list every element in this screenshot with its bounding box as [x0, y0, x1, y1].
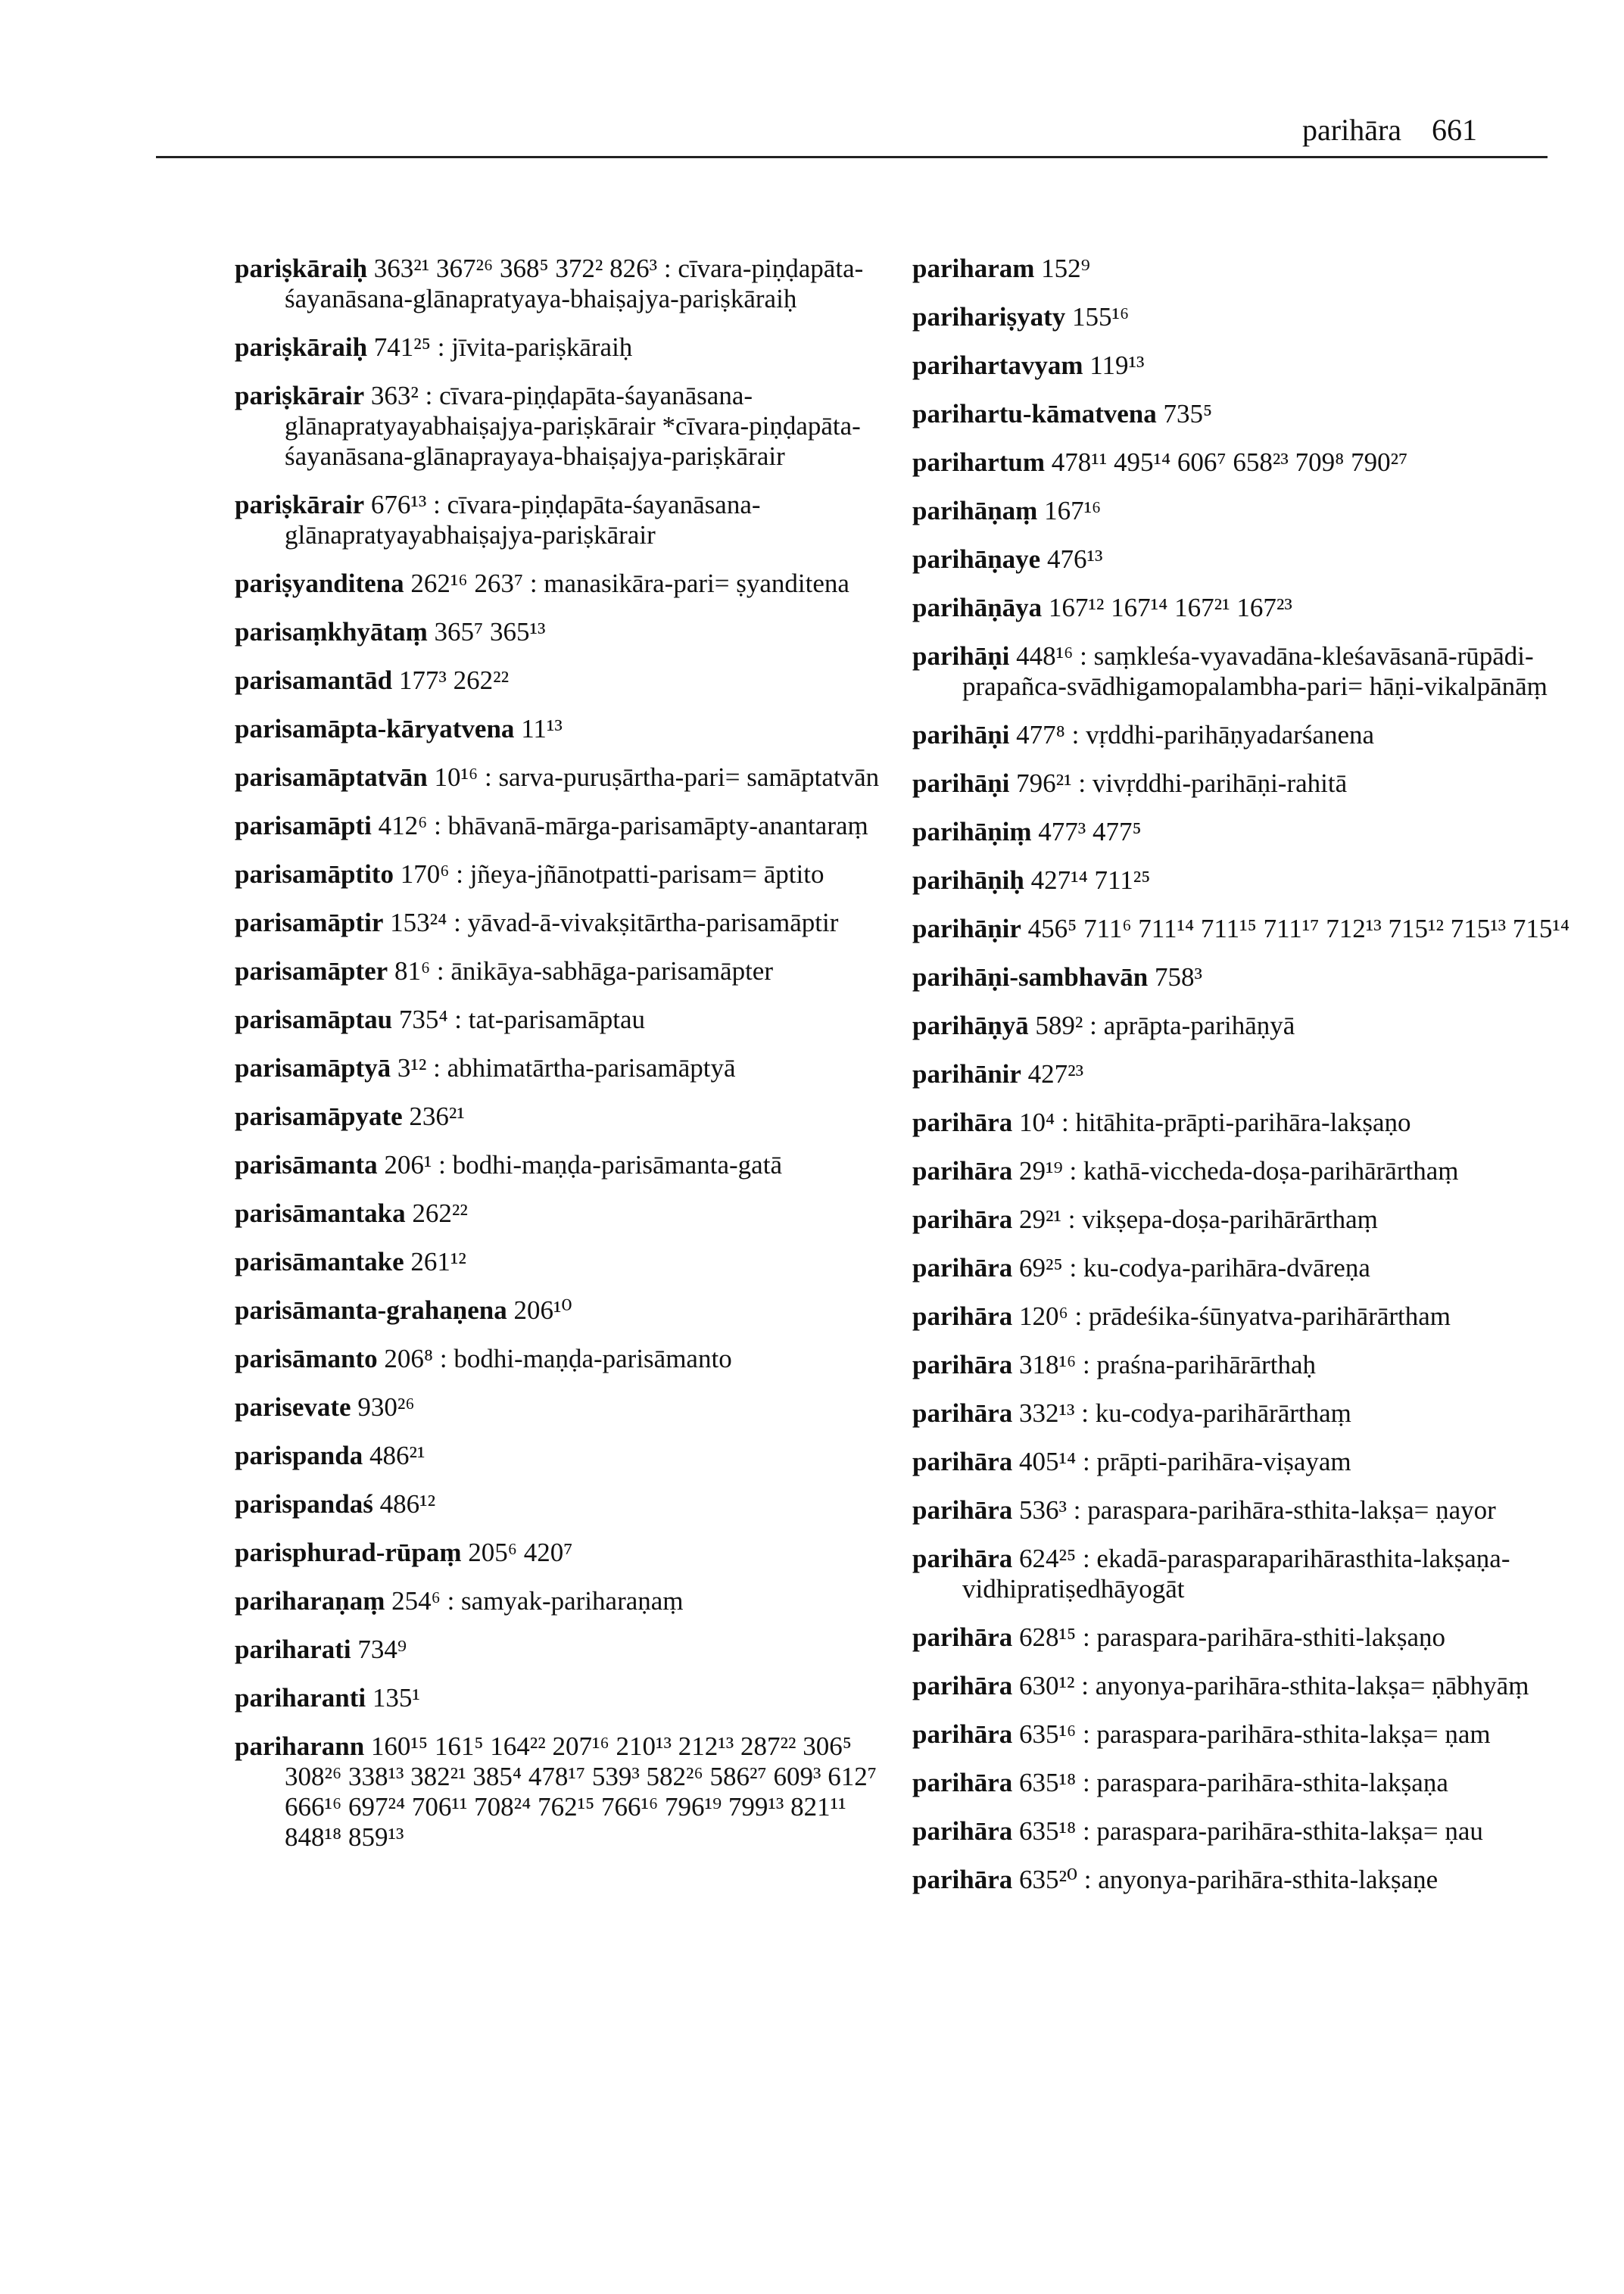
running-head-word: parihāra — [1302, 113, 1402, 147]
entry-references: 486²¹ — [369, 1441, 425, 1470]
index-entry: parihāra 635¹⁸ : paraspara-parihāra-sthita-lakṣaṇa — [912, 1768, 1448, 1797]
entry-references: 405¹⁴ — [1018, 1447, 1077, 1476]
index-entry: parihāra 29¹⁹ : kathā-viccheda-doṣa-parihārārthaṃ — [912, 1156, 1459, 1186]
index-entry — [912, 399, 1579, 429]
entry-gloss: cīvara-piṇḍapāta-śayanāsana-glānapratyayabhaiṣajya-pariṣkārair *cīvara-piṇḍapāta-śayanāsana-glānaprayaya-bhaiṣajya-pariṣkārair — [285, 381, 861, 471]
entry-headword: parihāra — [912, 1205, 1013, 1234]
index-entry — [235, 1247, 901, 1277]
entry-gloss: paraspara-parihāra-sthita-lakṣa= ṇayor — [1087, 1495, 1496, 1525]
entry-gloss: paraspara-parihāra-sthiti-lakṣaṇo — [1096, 1622, 1446, 1652]
entry-references: 262¹⁶ 263⁷ — [410, 569, 524, 598]
index-entry: pariṣyanditena 262¹⁶ 263⁷ : manasikāra-pari= ṣyanditena — [235, 569, 849, 598]
entry-headword: parihāra — [912, 1350, 1013, 1379]
index-entry: parisamāptir 153²⁴ : yāvad-ā-vivakṣitārtha-parisamāptir — [235, 908, 839, 937]
index-entry: parisamāpti 412⁶ : bhāvanā-mārga-parisamāpty-anantaraṃ — [235, 811, 868, 840]
entry-headword: parihāṇāya — [912, 593, 1043, 622]
entry-headword: parisamāptito — [235, 859, 394, 889]
index-entry — [912, 817, 1579, 847]
entry-references: 477⁸ — [1016, 720, 1065, 750]
entry-headword: parihāra — [912, 1622, 1013, 1652]
entry-references: 734⁹ — [357, 1635, 407, 1664]
entry-headword: parihāra — [912, 1253, 1013, 1283]
entry-references: 486¹² — [379, 1489, 436, 1519]
entry-references: 363² — [370, 381, 419, 410]
entry-references: 536³ — [1018, 1495, 1067, 1525]
entry-references: 930²⁶ — [357, 1392, 415, 1422]
entry-references: 160¹⁵ 161⁵ 164²² 207¹⁶ 210¹³ 212¹³ 287²² 306⁵ 308²⁶ 338¹³ 382²¹ 385⁴ 478¹⁷ 539³ 582²⁶ 586²⁷ 609³ 612⁷ 666¹⁶ 697²⁴ 706¹¹ 708²⁴ 762¹⁵ 766¹⁶ 796¹⁹ 799¹³ 821¹¹ 848¹⁸ 859¹³ — [285, 1731, 877, 1852]
entry-headword: parihāra — [912, 1108, 1013, 1137]
entry-headword: pariṣkāraiḥ — [235, 254, 368, 283]
entry-gloss: samyak-pariharaṇaṃ — [461, 1586, 684, 1616]
entry-headword: parihāṇiṃ — [912, 817, 1032, 846]
entry-headword: parisāmanta-grahaṇena — [235, 1295, 507, 1325]
entry-gloss: ku-codya-parihāra-dvāreṇa — [1083, 1253, 1370, 1283]
entry-references: 635¹⁸ — [1018, 1816, 1077, 1846]
entry-headword: parisāmanta — [235, 1150, 378, 1180]
index-entry: parihāṇyā 589² : aprāpta-parihāṇyā — [912, 1011, 1295, 1040]
entry-headword: parihāra — [912, 1768, 1013, 1797]
index-entry — [912, 865, 1579, 896]
index-entry: parihāra 332¹³ : ku-codya-parihārārthaṃ — [912, 1398, 1351, 1428]
entry-headword: parihānir — [912, 1059, 1021, 1089]
entry-headword: pariharam — [912, 254, 1035, 283]
index-entry — [235, 1198, 901, 1229]
entry-headword: parihāṇi — [912, 768, 1010, 798]
entry-headword: parispandaś — [235, 1489, 373, 1519]
entry-headword: parihāṇyā — [912, 1011, 1029, 1040]
index-entry — [235, 1635, 901, 1665]
index-entry — [235, 1102, 901, 1132]
entry-references: 155¹⁶ — [1071, 302, 1130, 332]
entry-headword: parihāṇi — [912, 641, 1010, 671]
index-entry — [912, 447, 1579, 478]
entry-headword: parisāmanto — [235, 1344, 378, 1373]
entry-references: 11¹³ — [521, 714, 563, 743]
entry-references: 741²⁵ — [373, 332, 431, 362]
index-entry: parihāra 69²⁵ : ku-codya-parihāra-dvāreṇa — [912, 1253, 1370, 1283]
entry-references: 412⁶ — [378, 811, 428, 840]
entry-headword: parisamāptatvān — [235, 762, 428, 792]
entry-references: 365⁷ 365¹³ — [434, 617, 546, 647]
index-entry — [235, 1441, 901, 1471]
index-entry: parisamāptau 735⁴ : tat-parisamāptau — [235, 1005, 646, 1034]
entry-headword: pariharati — [235, 1635, 351, 1664]
entry-headword: parisamāptyā — [235, 1053, 391, 1083]
index-entry — [912, 962, 1579, 993]
entry-gloss: jīvita-pariṣkāraiḥ — [451, 332, 633, 362]
entry-references: 10¹⁶ — [434, 762, 478, 792]
index-entry: pariṣkārair 676¹³ : cīvara-piṇḍapāta-śayanāsana-glānapratyayabhaiṣajya-pariṣkārair — [235, 490, 761, 550]
entry-gloss: vikṣepa-doṣa-parihārārthaṃ — [1082, 1205, 1378, 1234]
entry-references: 167¹² 167¹⁴ 167²¹ 167²³ — [1048, 593, 1292, 622]
entry-headword: parihartum — [912, 447, 1045, 477]
entry-references: 676¹³ — [370, 490, 427, 519]
index-entry: parihāra 120⁶ : prādeśika-śūnyatva-parihārārtham — [912, 1301, 1451, 1331]
entry-references: 796²¹ — [1016, 768, 1072, 798]
entry-references: 624²⁵ — [1018, 1544, 1077, 1573]
index-entry: parihāra 635¹⁸ : paraspara-parihāra-sthita-lakṣa= ṇau — [912, 1816, 1483, 1846]
entry-gloss: jñeya-jñānotpatti-parisam= āptito — [469, 859, 824, 889]
entry-references: 206⁸ — [384, 1344, 434, 1373]
entry-references: 332¹³ — [1018, 1398, 1075, 1428]
entry-gloss: abhimatārtha-parisamāptyā — [447, 1053, 736, 1083]
entry-headword: parihāra — [912, 1544, 1013, 1573]
entry-gloss: cīvara-piṇḍapāta-śayanāsana-glānapratyaya-bhaiṣajya-pariṣkāraiḥ — [285, 254, 864, 313]
index-entry — [235, 1731, 901, 1853]
entry-headword: parisamāptau — [235, 1005, 393, 1034]
index-entry: parihāra 630¹² : anyonya-parihāra-sthita-lakṣa= ṇābhyāṃ — [912, 1671, 1529, 1700]
entry-references: 254⁶ — [391, 1586, 441, 1616]
index-entry: parisamāptito 170⁶ : jñeya-jñānotpatti-parisam= āptito — [235, 859, 824, 889]
entry-references: 177³ 262²² — [398, 665, 510, 695]
entry-gloss: anyonya-parihāra-sthita-lakṣaṇe — [1098, 1865, 1439, 1894]
entry-headword: parisamāptir — [235, 908, 384, 937]
entry-gloss: bhāvanā-mārga-parisamāpty-anantaraṃ — [447, 811, 868, 840]
index-entry — [235, 1295, 901, 1326]
entry-gloss: bodhi-maṇḍa-parisāmanta-gatā — [452, 1150, 782, 1180]
index-entry: pariṣkāraiḥ 363²¹ 367²⁶ 368⁵ 372² 826³ : cīvara-piṇḍapāta-śayanāsana-glānapratyaya-bhaiṣajya-pariṣkāraiḥ — [235, 254, 864, 313]
entry-headword: parispanda — [235, 1441, 363, 1470]
entry-gloss: hitāhita-prāpti-parihāra-lakṣaṇo — [1075, 1108, 1411, 1137]
entry-references: 205⁶ 420⁷ — [468, 1538, 573, 1567]
entry-headword: pariṣkārair — [235, 490, 365, 519]
entry-gloss: paraspara-parihāra-sthita-lakṣa= ṇam — [1096, 1719, 1491, 1749]
entry-references: 589² — [1035, 1011, 1083, 1040]
entry-headword: pariṣkārair — [235, 381, 365, 410]
index-entry: parihāṇi 448¹⁶ : saṃkleśa-vyavadāna-kleśavāsanā-rūpādi-prapañca-svādhigamopalambha-pari= hāṇi-vikalpānāṃ — [912, 641, 1548, 701]
index-entry — [912, 1059, 1579, 1089]
entry-headword: pariharaṇaṃ — [235, 1586, 385, 1616]
entry-references: 206¹⁰ — [513, 1295, 572, 1325]
entry-headword: parihāra — [912, 1301, 1013, 1331]
entry-headword: parihāra — [912, 1447, 1013, 1476]
entry-references: 635²⁰ — [1018, 1865, 1078, 1894]
entry-references: 120⁶ — [1018, 1301, 1068, 1331]
page-header — [1302, 112, 1477, 148]
entry-headword: parihāra — [912, 1398, 1013, 1428]
entry-gloss: prāpti-parihāra-viṣayam — [1096, 1447, 1351, 1476]
index-entry: pariharaṇaṃ 254⁶ : samyak-pariharaṇaṃ — [235, 1586, 684, 1616]
page-number: 661 — [1432, 113, 1478, 147]
entry-headword: pariharann — [235, 1731, 365, 1761]
entry-headword: parisphurad-rūpaṃ — [235, 1538, 462, 1567]
index-column-right — [912, 254, 1579, 1913]
entry-headword: parisāmantaka — [235, 1198, 406, 1228]
entry-headword: parisevate — [235, 1392, 351, 1422]
entry-headword: parisamāpta-kāryatvena — [235, 714, 515, 743]
entry-references: 735⁴ — [398, 1005, 448, 1034]
entry-gloss: anyonya-parihāra-sthita-lakṣa= ṇābhyāṃ — [1095, 1671, 1529, 1700]
index-entry: parihāra 635²⁰ : anyonya-parihāra-sthita-lakṣaṇe — [912, 1865, 1439, 1894]
entry-references: 478¹¹ 495¹⁴ 606⁷ 658²³ 709⁸ 790²⁷ — [1051, 447, 1408, 477]
entry-headword: parihāra — [912, 1865, 1013, 1894]
entry-gloss: ekadā-parasparaparihārasthita-lakṣaṇa-vidhipratiṣedhāyogāt — [962, 1544, 1510, 1604]
index-entry: parihāra 10⁴ : hitāhita-prāpti-parihāra-lakṣaṇo — [912, 1108, 1411, 1137]
entry-gloss: ku-codya-parihārārthaṃ — [1095, 1398, 1351, 1428]
entry-references: 69²⁵ — [1018, 1253, 1063, 1283]
entry-gloss: kathā-viccheda-doṣa-parihārārthaṃ — [1083, 1156, 1459, 1186]
index-entry: parihāra 405¹⁴ : prāpti-parihāra-viṣayam — [912, 1447, 1351, 1476]
entry-gloss: aprāpta-parihāṇyā — [1103, 1011, 1295, 1040]
entry-references: 758³ — [1154, 962, 1202, 992]
entry-references: 477³ 477⁵ — [1038, 817, 1142, 846]
index-entry — [235, 665, 901, 696]
entry-references: 29¹⁹ — [1018, 1156, 1063, 1186]
index-entry: parihāṇi 477⁸ : vṛddhi-parihāṇyadarśanena — [912, 720, 1375, 750]
index-entry: parihāṇi 796²¹ : vivṛddhi-parihāṇi-rahitā — [912, 768, 1348, 798]
entry-headword: parihāra — [912, 1719, 1013, 1749]
entry-gloss: saṃkleśa-vyavadāna-kleśavāsanā-rūpādi-prapañca-svādhigamopalambha-pari= hāṇi-vikalpānāṃ — [962, 641, 1548, 701]
index-entry — [235, 1683, 901, 1713]
entry-gloss: paraspara-parihāra-sthita-lakṣaṇa — [1096, 1768, 1448, 1797]
entry-headword: parisamāpti — [235, 811, 372, 840]
entry-headword: parihāra — [912, 1671, 1013, 1700]
index-entry — [912, 544, 1579, 575]
entry-gloss: prādeśika-śūnyatva-parihārārtham — [1088, 1301, 1451, 1331]
entry-headword: parihāṇi — [912, 720, 1010, 750]
index-entry: parihāra 29²¹ : vikṣepa-doṣa-parihārārthaṃ — [912, 1205, 1378, 1234]
index-entry — [235, 1489, 901, 1519]
entry-references: 456⁵ 711⁶ 711¹⁴ 711¹⁵ 711¹⁷ 712¹³ 715¹² 715¹³ 715¹⁴ — [1027, 914, 1570, 943]
index-entry — [912, 914, 1579, 944]
index-entry — [912, 302, 1579, 332]
index-entry: parisāmanta 206¹ : bodhi-maṇḍa-parisāmanta-gatā — [235, 1150, 782, 1180]
entry-gloss: paraspara-parihāra-sthita-lakṣa= ṇau — [1096, 1816, 1483, 1846]
header-rule — [156, 156, 1548, 158]
entry-references: 3¹² — [397, 1053, 427, 1083]
entry-references: 448¹⁶ — [1016, 641, 1074, 671]
index-entry — [235, 1392, 901, 1423]
entry-references: 29²¹ — [1018, 1205, 1061, 1234]
entry-references: 363²¹ 367²⁶ 368⁵ 372² 826³ — [373, 254, 658, 283]
entry-gloss: ānikāya-sabhāga-parisamāpter — [450, 956, 773, 986]
entry-headword: parisamāpter — [235, 956, 388, 986]
entry-gloss: sarva-puruṣārtha-pari= samāptatvān — [498, 762, 880, 792]
index-entry — [235, 1538, 901, 1568]
entry-references: 318¹⁶ — [1018, 1350, 1077, 1379]
entry-headword: parisamantād — [235, 665, 393, 695]
entry-headword: parihāṇaye — [912, 544, 1041, 574]
entry-gloss: yāvad-ā-vivakṣitārtha-parisamāptir — [467, 908, 839, 937]
entry-references: 135¹ — [372, 1683, 420, 1713]
entry-headword: pariṣyanditena — [235, 569, 404, 598]
index-entry: pariṣkārair 363² : cīvara-piṇḍapāta-śayanāsana-glānapratyayabhaiṣajya-pariṣkārair *cīvara-piṇḍapāta-śayanāsana-glānaprayaya-bhaiṣajya-pariṣkārair — [235, 381, 861, 471]
index-entry — [235, 617, 901, 647]
entry-headword: parihāṇi-sambhavān — [912, 962, 1149, 992]
entry-references: 262²² — [412, 1198, 468, 1228]
entry-headword: pariṣkāraiḥ — [235, 332, 368, 362]
entry-headword: parihāra — [912, 1495, 1013, 1525]
entry-gloss: manasikāra-pari= ṣyanditena — [544, 569, 849, 598]
entry-references: 427¹⁴ 711²⁵ — [1030, 865, 1151, 895]
entry-headword: parihartu-kāmatvena — [912, 399, 1157, 429]
index-entry — [912, 593, 1579, 623]
entry-references: 635¹⁸ — [1018, 1768, 1077, 1797]
entry-gloss: vivṛddhi-parihāṇi-rahitā — [1092, 768, 1348, 798]
index-entry: parisamāptyā 3¹² : abhimatārtha-parisamāptyā — [235, 1053, 736, 1083]
entry-references: 735⁵ — [1163, 399, 1213, 429]
entry-references: 635¹⁶ — [1018, 1719, 1077, 1749]
entry-gloss: cīvara-piṇḍapāta-śayanāsana-glānapratyayabhaiṣajya-pariṣkārair — [285, 490, 761, 550]
entry-references: 206¹ — [384, 1150, 432, 1180]
entry-references: 167¹⁶ — [1044, 496, 1102, 525]
index-entry: parihāra 628¹⁵ : paraspara-parihāra-sthiti-lakṣaṇo — [912, 1622, 1446, 1652]
entry-references: 152⁹ — [1041, 254, 1090, 283]
entry-references: 81⁶ — [394, 956, 431, 986]
index-entry — [912, 496, 1579, 526]
entry-references: 630¹² — [1018, 1671, 1075, 1700]
index-entry: parihāra 635¹⁶ : paraspara-parihāra-sthita-lakṣa= ṇam — [912, 1719, 1491, 1749]
entry-headword: parihariṣyaty — [912, 302, 1066, 332]
index-entry: parisāmanto 206⁸ : bodhi-maṇḍa-parisāmanto — [235, 1344, 732, 1373]
entry-headword: parihāṇir — [912, 914, 1021, 943]
index-entry — [235, 714, 901, 744]
entry-headword: parisaṃkhyātaṃ — [235, 617, 428, 647]
entry-headword: parisamāpyate — [235, 1102, 403, 1131]
entry-references: 261¹² — [410, 1247, 466, 1276]
entry-references: 476¹³ — [1046, 544, 1103, 574]
entry-headword: parihāṇaṃ — [912, 496, 1038, 525]
entry-headword: parisāmantake — [235, 1247, 404, 1276]
entry-gloss: bodhi-maṇḍa-parisāmanto — [454, 1344, 732, 1373]
entry-references: 170⁶ — [400, 859, 450, 889]
entry-references: 236²¹ — [409, 1102, 465, 1131]
entry-references: 427²³ — [1027, 1059, 1084, 1089]
entry-gloss: vṛddhi-parihāṇyadarśanena — [1086, 720, 1375, 750]
index-entry: parisamāpter 81⁶ : ānikāya-sabhāga-parisamāpter — [235, 956, 773, 986]
entry-headword: parihartavyam — [912, 351, 1083, 380]
entry-gloss: tat-parisamāptau — [468, 1005, 646, 1034]
entry-references: 10⁴ — [1018, 1108, 1055, 1137]
index-entry: parisamāptatvān 10¹⁶ : sarva-puruṣārtha-pari= samāptatvān — [235, 762, 880, 792]
entry-headword: parihāṇiḥ — [912, 865, 1024, 895]
index-entry: pariṣkāraiḥ 741²⁵ : jīvita-pariṣkāraiḥ — [235, 332, 633, 362]
entry-headword: parihāra — [912, 1816, 1013, 1846]
index-column-left — [235, 254, 901, 1871]
entry-headword: parihāra — [912, 1156, 1013, 1186]
index-entry — [912, 254, 1579, 284]
index-entry: parihāra 318¹⁶ : praśna-parihārārthaḥ — [912, 1350, 1316, 1379]
entry-headword: pariharanti — [235, 1683, 366, 1713]
entry-references: 153²⁴ — [390, 908, 447, 937]
entry-references: 628¹⁵ — [1018, 1622, 1077, 1652]
entry-references: 119¹³ — [1089, 351, 1145, 380]
index-entry: parihāra 624²⁵ : ekadā-parasparaparihārasthita-lakṣaṇa-vidhipratiṣedhāyogāt — [912, 1544, 1510, 1604]
index-entry — [912, 351, 1579, 381]
index-entry: parihāra 536³ : paraspara-parihāra-sthita-lakṣa= ṇayor — [912, 1495, 1496, 1525]
entry-gloss: praśna-parihārārthaḥ — [1096, 1350, 1316, 1379]
